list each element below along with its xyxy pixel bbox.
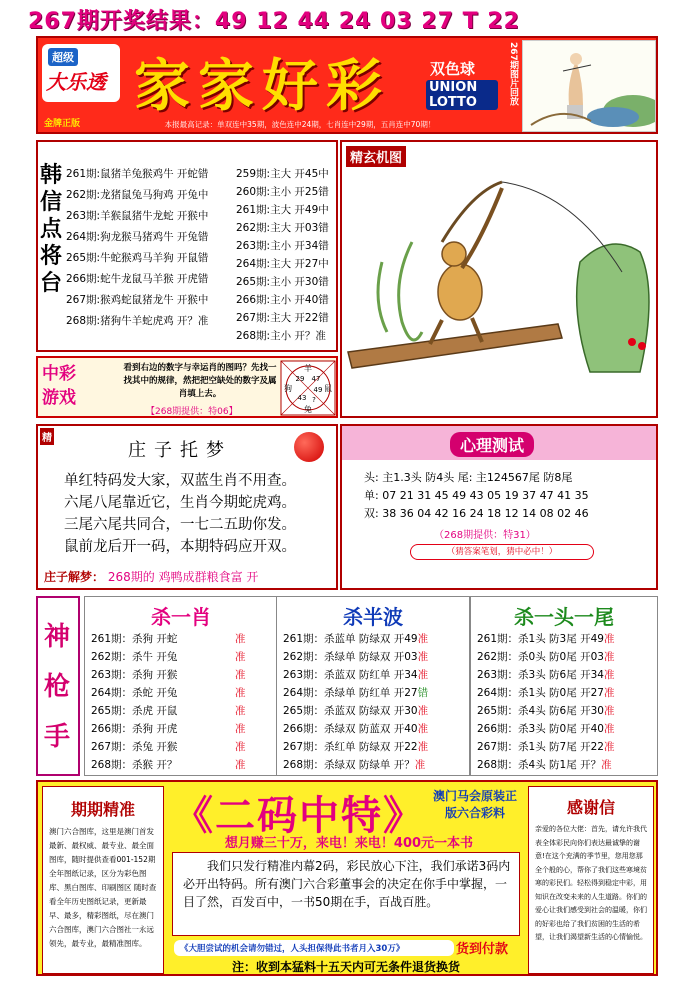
hanxin-label: 韩信点将台 bbox=[40, 162, 63, 296]
return-notice: 注：收到本猛料十五天内可无条件退货换货 bbox=[231, 960, 460, 974]
list-item: 262期：杀牛 开兔 准 bbox=[91, 651, 246, 663]
list-item: 262期：杀0头 防0尾 开03准 bbox=[477, 651, 615, 663]
picture-label: 精玄机图 bbox=[346, 146, 406, 167]
bottom-ad-banner bbox=[36, 780, 658, 976]
promo-text: 我们只发行精准内幕2码，彩民放心下注，我们承诺3码内必开出特码。所有澳门六合彩董事会的决定在你手中掌握，一目了然，百发百中，一书50期在手，百战百胜。 bbox=[183, 859, 511, 909]
wheel-num: 43 bbox=[297, 394, 307, 402]
kill-one-zodiac-section bbox=[84, 596, 278, 776]
poem-line: 鼠前龙后开一码，本期特码应开双。 bbox=[64, 539, 296, 555]
list-item: 262期：杀绿单 防绿双 开03准 bbox=[283, 651, 429, 663]
list-item: 267期：杀红单 防绿双 开22准 bbox=[283, 741, 429, 753]
psy-line: 双: 38 36 04 42 16 24 18 12 14 08 02 46 bbox=[364, 507, 589, 520]
wheel-num: 49 bbox=[313, 386, 323, 394]
list-item: 261期：杀蓝单 防绿双 开49准 bbox=[283, 633, 429, 645]
header-banner bbox=[36, 36, 658, 134]
scholar-illustration bbox=[523, 41, 656, 132]
thanks-letter-box bbox=[528, 786, 654, 974]
wheel-bottom: 兔 bbox=[304, 405, 312, 414]
list-item: 264期：杀绿单 防红单 开27错 bbox=[283, 687, 429, 699]
poem-title: 庄子托梦 bbox=[128, 440, 232, 461]
hanxin-row: 261期:鼠猪羊兔猴鸡牛 开蛇错 bbox=[66, 168, 209, 180]
sharpshooter-label: 神枪手 bbox=[44, 622, 71, 752]
psy-note: （猜答案笔划，猜中必中！） bbox=[410, 544, 594, 560]
logo-main-label: 大乐透 bbox=[46, 70, 106, 94]
list-item: 261期：杀狗 开蛇 准 bbox=[91, 633, 246, 645]
cash-on-delivery: 货到付款 bbox=[456, 942, 509, 957]
union-lotto-logo bbox=[426, 54, 498, 110]
accuracy-text: 澳门六合图库，这里是澳门首发最新、最权威、最专业、最全面图库，随时提供查看001-152期全年图纸记录，区分为彩色图库、黑白图库、印刷图区 随时查看全年历史图纸记录，更新最早、最多，精彩图纸，尽在澳门六合图库，澳门六合图社一永远领先，最专业，最精准图库。 bbox=[49, 827, 157, 948]
hanxin-row: 265期:牛蛇猴鸡马羊狗 开鼠错 bbox=[66, 252, 209, 264]
size-row: 262期:主大 开03错 bbox=[236, 222, 329, 234]
replay-tag: 267期图片回放 bbox=[508, 42, 518, 106]
list-item: 266期：杀狗 开虎 准 bbox=[91, 723, 246, 735]
psy-provide: （268期提供：特31） bbox=[434, 530, 536, 541]
wheel-top: 羊 bbox=[304, 364, 312, 373]
record-notice: 本报最高记录：单双连中35期，波色连中24期，七肖连中29期，五肖连中70期！ bbox=[164, 120, 436, 129]
poem-line: 单红特码发大家，双蓝生肖不用查。 bbox=[64, 473, 296, 489]
poem-tag: 精 bbox=[40, 428, 54, 445]
list-item: 264期：杀蛇 开兔 准 bbox=[91, 687, 246, 699]
mystery-picture bbox=[340, 140, 658, 418]
size-row: 259期:主大 开45中 bbox=[236, 168, 329, 180]
size-row: 263期:主小 开34错 bbox=[236, 240, 329, 252]
riddle-game-section bbox=[36, 356, 338, 418]
brand-label: 金牌正版 bbox=[44, 119, 81, 129]
accuracy-title: 期期精准 bbox=[70, 800, 135, 819]
red-ball-icon bbox=[294, 432, 324, 462]
guarantee-text: 《大胆尝试的机会请勿错过，人头担保得此书者月入30万》 bbox=[174, 940, 454, 956]
size-row: 266期:主小 开40错 bbox=[236, 294, 329, 306]
list-item: 266期：杀3头 防0尾 开40准 bbox=[477, 723, 615, 735]
size-row: 265期:主小 开30错 bbox=[236, 276, 329, 288]
col-title: 杀半波 bbox=[343, 605, 403, 629]
game-label: 中彩游戏 bbox=[42, 364, 76, 408]
kill-half-wave-section bbox=[276, 596, 470, 776]
col-title: 杀一肖 bbox=[151, 605, 211, 629]
wheel-right: 鼠 bbox=[324, 384, 332, 393]
answer-key: 庄子解梦： bbox=[44, 570, 105, 584]
two-code-title: 《二码中特》 bbox=[173, 792, 425, 839]
hanxin-row: 267期:猴鸡蛇鼠猪龙牛 开猴中 bbox=[66, 294, 209, 306]
slogan: 想月赚三十万，来电！来电！400元一本书 bbox=[224, 836, 474, 851]
size-row: 268期:主小 开？准 bbox=[236, 330, 326, 342]
monkey-fishing-illustration bbox=[342, 142, 658, 418]
game-provide: 【268期提供：特06】 bbox=[146, 407, 238, 417]
size-row: 264期:主大 开27中 bbox=[236, 258, 329, 270]
list-item: 264期：杀1头 防0尾 开27准 bbox=[477, 687, 615, 699]
psychology-test-section bbox=[340, 424, 658, 590]
kill-head-tail-section bbox=[470, 596, 658, 776]
list-item: 268期：杀猴 开？ 准 bbox=[91, 759, 246, 771]
promo-text-box bbox=[172, 852, 520, 936]
answer-value: 268期的 鸡鸭成群粮食富 开 bbox=[107, 570, 259, 584]
logo-top-label: 超级 bbox=[48, 48, 78, 66]
list-item: 268期：杀绿双 防绿单 开？准 bbox=[283, 759, 426, 771]
wheel-num: 47 bbox=[311, 375, 321, 383]
list-item: 263期：杀3头 防6尾 开34准 bbox=[477, 669, 615, 681]
hanxin-row: 263期:羊猴鼠猪牛龙蛇 开猴中 bbox=[66, 210, 209, 222]
poem-line: 三尾六尾共同合，一七二五助你发。 bbox=[64, 517, 296, 533]
sharpshooter-label-box bbox=[36, 596, 80, 776]
result-title: 267期开奖结果：49 12 44 24 03 27 T 22 bbox=[28, 9, 520, 34]
header-illustration bbox=[522, 40, 656, 132]
hanxin-section bbox=[36, 140, 338, 352]
super-lotto-logo bbox=[42, 44, 120, 102]
thanks-text: 亲爱的各位大佬：首先，请允许我代表全体彩民向你们表达最诚挚的谢意!在这个充满的季节里，您用您那全个般的心，帮你了我们这些寒境贫寒的彩民们。轻松得到稳定中彩，用知识在改变未来的人生道路。你们的爱心让我们感受到社会的温暖，你们的好彩也给了我们贫困的生活的希望，让我们渴望新生活的心情愉悦。 bbox=[535, 825, 647, 941]
col-title: 杀一头一尾 bbox=[514, 605, 614, 629]
number-wheel bbox=[280, 360, 336, 416]
psy-title: 心理测试 bbox=[450, 432, 534, 457]
ssq-cn-label: 双色球 bbox=[430, 60, 476, 78]
hanxin-row: 262期:龙猪鼠兔马狗鸡 开兔中 bbox=[66, 189, 209, 201]
poem-line: 六尾八尾靠近它，生肖今期蛇虎鸡。 bbox=[64, 495, 296, 511]
poem-answer bbox=[44, 568, 336, 585]
size-row: 267期:主大 开22错 bbox=[236, 312, 329, 324]
ssq-en-label: UNION LOTTO bbox=[426, 80, 498, 110]
list-item: 265期：杀4头 防6尾 开30准 bbox=[477, 705, 615, 717]
result-bar bbox=[0, 0, 696, 36]
list-item: 267期：杀兔 开猴 准 bbox=[91, 741, 246, 753]
hanxin-row: 264期:狗龙猴马猪鸡牛 开兔错 bbox=[66, 231, 209, 243]
wheel-question: ? bbox=[312, 396, 316, 404]
size-row: 260期:主小 开25错 bbox=[236, 186, 329, 198]
wheel-num: 29 bbox=[295, 375, 305, 383]
thanks-title: 感谢信 bbox=[566, 798, 615, 817]
list-item: 263期：杀蓝双 防红单 开34准 bbox=[283, 669, 429, 681]
psy-header bbox=[342, 426, 656, 460]
list-item: 261期：杀1头 防3尾 开49准 bbox=[477, 633, 615, 645]
list-item: 267期：杀1头 防7尾 开22准 bbox=[477, 741, 615, 753]
list-item: 268期：杀4头 防1尾 开？准 bbox=[477, 759, 612, 771]
page-title: 家家好彩 bbox=[134, 53, 390, 119]
accuracy-box bbox=[42, 786, 164, 974]
list-item: 263期：杀狗 开猴 准 bbox=[91, 669, 246, 681]
size-row: 261期:主大 开49中 bbox=[236, 204, 329, 216]
psy-line: 头: 主1.3头 防4头 尾: 主124567尾 防8尾 bbox=[364, 471, 573, 484]
list-item: 266期：杀绿双 防蓝双 开40准 bbox=[283, 723, 429, 735]
list-item: 265期：杀虎 开鼠 准 bbox=[91, 705, 246, 717]
zhuangzi-section bbox=[36, 424, 338, 590]
psy-line: 单: 07 21 31 45 49 43 05 19 37 47 41 35 bbox=[364, 489, 589, 502]
game-instructions: 看到右边的数字与幸运肖的图吗？先找一找其中的规律，然把把空缺处的数字及属肖填上去。 bbox=[123, 363, 277, 399]
hanxin-row: 266期:蛇牛龙鼠马羊猴 开虎错 bbox=[66, 273, 209, 285]
wheel-left: 狗 bbox=[284, 384, 292, 393]
list-item: 265期：杀蓝双 防绿双 开30准 bbox=[283, 705, 429, 717]
hanxin-row: 268期:猪狗牛羊蛇虎鸡 开？准 bbox=[66, 315, 209, 327]
macau-label: 澳门马会原装正版六合彩料 bbox=[432, 789, 517, 820]
